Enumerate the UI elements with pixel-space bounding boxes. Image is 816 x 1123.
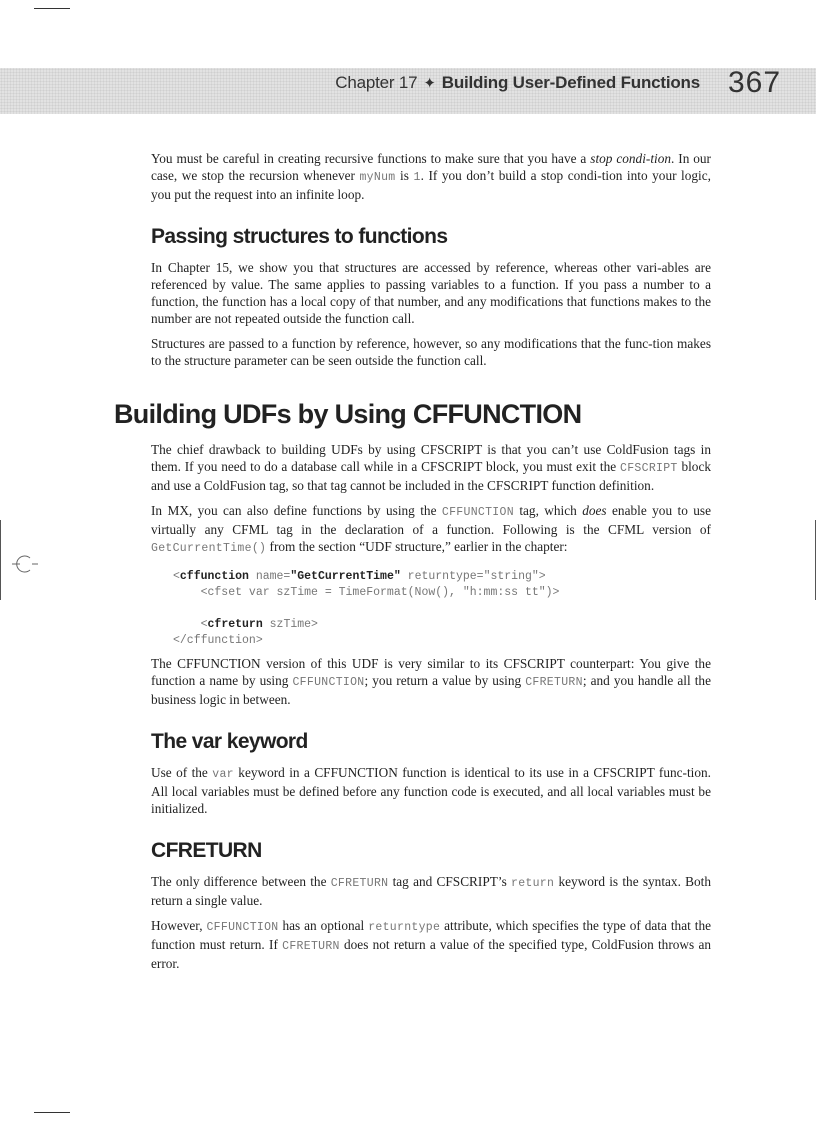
section-heading-var-keyword: The var keyword: [151, 730, 308, 753]
inline-code: CFFUNCTION: [441, 506, 514, 519]
emphasis-text: does: [582, 503, 607, 518]
inline-code: 1: [413, 171, 421, 184]
code-keyword: cfreturn: [207, 618, 263, 631]
building-paragraph-3: [151, 655, 711, 708]
chapter-title: Building User-Defined Functions: [441, 73, 700, 92]
text-run: In MX, you can also define functions by using the: [151, 503, 442, 518]
text-run: tag and CFSCRIPT’s: [388, 874, 511, 889]
running-header: [0, 73, 700, 93]
inline-code: var: [212, 768, 234, 781]
text-run: . In our case, we stop the recursion whenever: [151, 151, 711, 183]
text-run: keyword in a CFFUNCTION function is identical to its use in a CFSCRIPT func-tion. All local variables must be defined before any function code is executed, and all local variables must be initialized.: [151, 765, 711, 816]
text-run: The CFFUNCTION version of this UDF is very similar to its CFSCRIPT counterpart: You give the function a name by using: [151, 656, 711, 688]
inline-code: returntype: [368, 921, 441, 934]
code-line: <cfset var szTime = TimeFormat(Now(), "h:mm:ss tt")>: [173, 586, 560, 599]
code-token: szTime>: [262, 618, 318, 631]
chapter-label: Chapter 17: [335, 73, 418, 92]
intro-paragraph: [151, 150, 711, 203]
code-token: <: [173, 570, 180, 583]
code-keyword: "GetCurrentTime": [290, 570, 401, 583]
text-run: The chief drawback to building UDFs by using CFSCRIPT is that you can’t use ColdFusion tags in them. If you need to do a database call while in a CFSCRIPT block, you must exit the: [151, 442, 711, 474]
text-run: ; and you handle all the business logic in between.: [151, 673, 711, 707]
section-heading-cfreturn: CFRETURN: [151, 839, 262, 862]
section-heading-passing-structures: Passing structures to functions: [151, 225, 448, 248]
passing-paragraph-1: In Chapter 15, we show you that structures are accessed by reference, whereas other vari-ables are referenced by value. The same applies to passing variables to a function. If you pass a number to a function, the function has a local copy of that number, and any modifications that functions makes to the number are not repeated outside the function call.: [151, 260, 711, 326]
building-paragraph-2: [151, 502, 711, 557]
code-line: </cffunction>: [173, 634, 263, 647]
var-paragraph: [151, 764, 711, 817]
text-run: . If you don’t build a stop condi-tion into your logic, you put the request into an infinite loop.: [151, 168, 711, 202]
text-run: The only difference between the: [151, 874, 331, 889]
inline-code: return: [511, 877, 555, 890]
passing-paragraph-2: Structures are passed to a function by reference, however, so any modifications that the func-tion makes to the structure parameter can be seen outside the function call.: [151, 336, 711, 368]
text-run: ; you return a value by using: [364, 673, 526, 688]
margin-rule-left: [0, 520, 1, 600]
text-run: keyword is the syntax. Both return a single value.: [151, 874, 711, 908]
text-run: does not return a value of the specified type, ColdFusion throws an error.: [151, 937, 711, 971]
crop-mark-bottom: [34, 1112, 70, 1113]
text-run: However,: [151, 918, 207, 933]
page-body: [114, 150, 711, 980]
inline-code: CFFUNCTION: [206, 921, 279, 934]
inline-code: myNum: [359, 171, 396, 184]
text-run: block and use a ColdFusion tag, so that tag cannot be included in the CFSCRIPT function definition.: [151, 459, 711, 493]
text-run: has an optional: [278, 918, 369, 933]
inline-code: CFSCRIPT: [620, 462, 678, 475]
text-run: from the section “UDF structure,” earlier in the chapter:: [266, 539, 568, 554]
text-run: You must be careful in creating recursive functions to make sure that you have a: [151, 151, 591, 166]
emphasis-text: stop condi-tion: [590, 151, 672, 166]
code-token: returntype="string">: [400, 570, 546, 583]
text-run: Use of the: [151, 765, 213, 780]
text-run: is: [395, 168, 414, 183]
section-heading-building-udfs: Building UDFs by Using CFFUNCTION: [114, 399, 582, 429]
building-paragraph-1: [151, 441, 711, 494]
text-run: enable you to use virtually any CFML tag in the declaration of a function. Following is the CFML version of: [151, 503, 711, 537]
text-run: tag, which: [513, 503, 583, 518]
text-run: attribute, which specifies the type of data that the function must return. If: [151, 918, 711, 952]
cfreturn-paragraph-2: [151, 917, 711, 972]
diamond-separator-icon: ✦: [423, 75, 436, 92]
registration-mark-icon: [8, 552, 42, 576]
code-keyword: cffunction: [179, 570, 249, 583]
inline-code: CFRETURN: [282, 940, 340, 953]
inline-code: CFRETURN: [330, 877, 389, 890]
code-listing: [173, 569, 711, 649]
inline-code: GetCurrentTime(): [151, 542, 267, 555]
cfreturn-paragraph-1: [151, 873, 711, 909]
code-token: <: [173, 618, 208, 631]
inline-code: CFFUNCTION: [292, 676, 365, 689]
code-token: name=: [248, 570, 291, 583]
page-number: 367: [728, 66, 782, 99]
inline-code: CFRETURN: [525, 676, 583, 689]
crop-mark-top: [34, 8, 70, 9]
